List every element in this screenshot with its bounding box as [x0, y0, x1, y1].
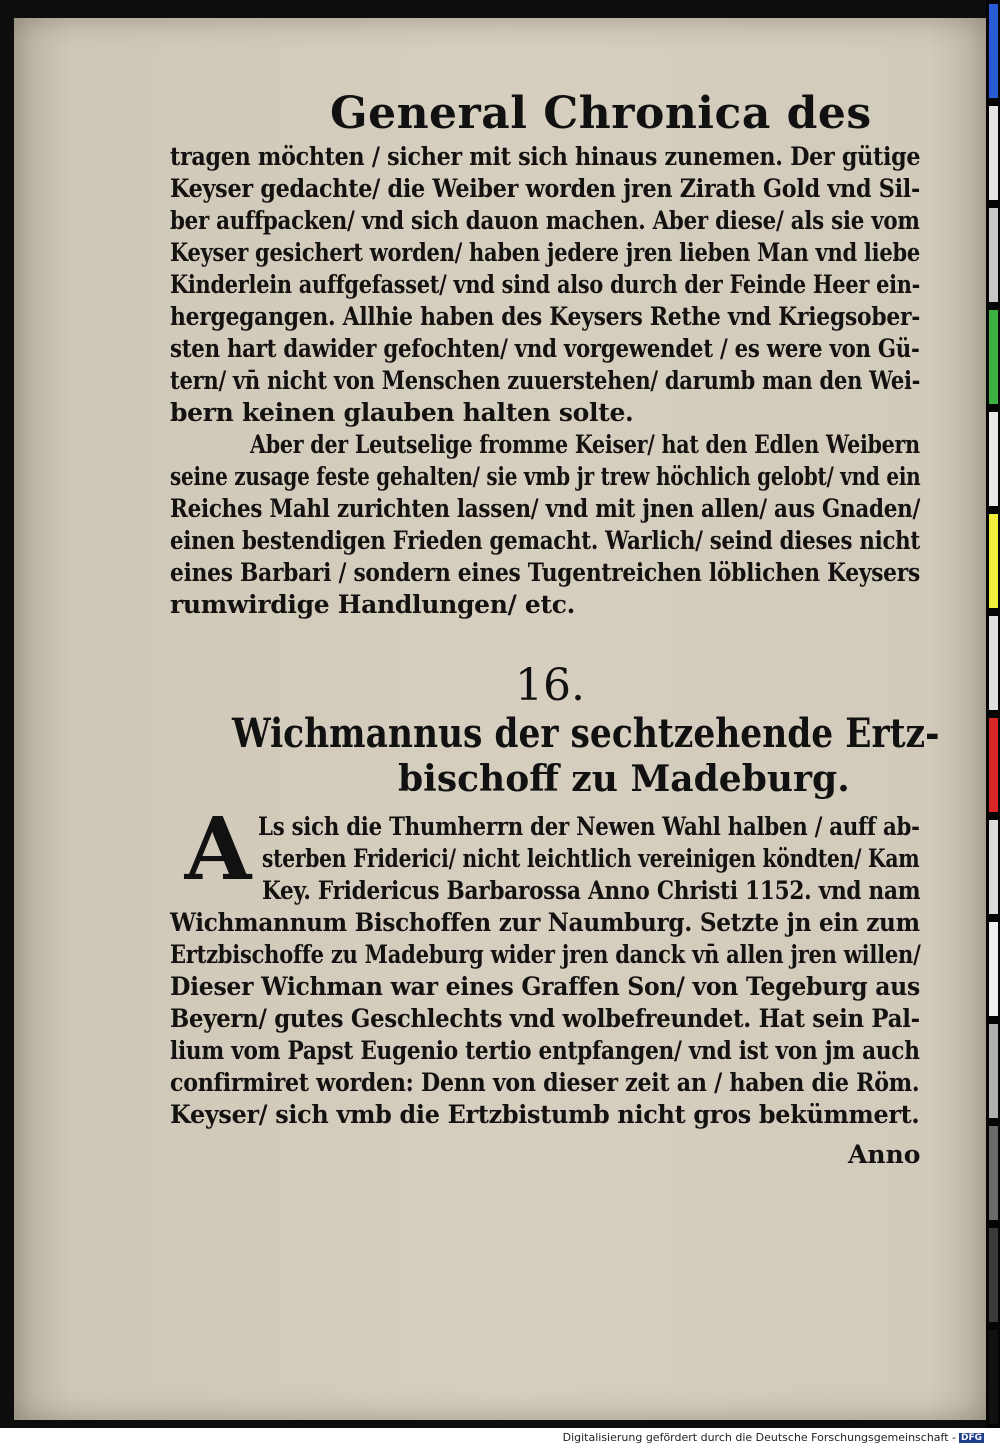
chapter-title-line-1: Wichmannus der sechtzehende Ertz- — [232, 710, 940, 757]
strip-swatch — [989, 820, 998, 914]
text-line: Aber der Leutselige fromme Keiser/ hat den Edlen Weibern — [250, 430, 920, 459]
digitization-credit — [563, 1431, 984, 1444]
text-line: Kinderlein auffgefasset/ vnd sind also durch der Feinde Heer ein- — [170, 270, 921, 299]
text-line: hergegangen. Allhie haben des Keysers Rethe vnd Kriegsober- — [170, 302, 921, 331]
text-line: seine zusage feste gehalten/ sie vmb jr trew höchlich gelobt/ vnd ein — [170, 462, 921, 491]
strip-swatch — [989, 4, 998, 98]
text-line: tragen möchten / sicher mit sich hinaus zunemen. Der gütige — [170, 142, 921, 171]
strip-swatch — [989, 922, 998, 1016]
strip-swatch — [989, 718, 998, 812]
text-line: tern/ vn̄ nicht von Menschen zuuerstehen/ darumb man den Wei- — [170, 366, 921, 395]
text-line: Reiches Mahl zurichten lassen/ vnd mit jnen allen/ aus Gnaden/ — [170, 494, 921, 523]
text-line: Ertzbischoffe zu Madeburg wider jren danck vn̄ allen jren willen/ — [170, 940, 921, 969]
strip-swatch — [989, 106, 998, 200]
strip-swatch — [989, 412, 998, 506]
strip-swatch — [989, 208, 998, 302]
strip-swatch — [989, 1228, 998, 1322]
catchword: Anno — [848, 1140, 921, 1169]
text-line: Wichmannum Bischoffen zur Naumburg. Setzte jn ein zum — [170, 908, 920, 937]
text-line: einen bestendigen Frieden gemacht. Warlich/ seind dieses nicht — [170, 526, 920, 555]
decorated-initial: A — [184, 799, 252, 900]
text-line: ber auffpacken/ vnd sich dauon machen. Aber diese/ als sie vom — [170, 206, 920, 235]
strip-swatch — [989, 616, 998, 710]
text-line: eines Barbari / sondern eines Tugentreichen löblichen Keysers — [170, 558, 920, 587]
text-line: sterben Friderici/ nicht leichtlich vereinigen köndten/ Kam — [262, 844, 920, 873]
chapter-title-line-2: bischoff zu Madeburg. — [398, 758, 850, 800]
running-head: General Chronica des — [330, 88, 872, 139]
text-line: Dieser Wichman war eines Graffen Son/ von Tegeburg aus — [170, 972, 920, 1001]
text-line: Ls sich die Thumherrn der Newen Wahl halben / auff ab- — [258, 812, 920, 841]
text-line: rumwirdige Handlungen/ etc. — [170, 590, 576, 619]
strip-swatch — [989, 310, 998, 404]
text-line: Beyern/ gutes Geschlechts vnd wolbefreundet. Hat sein Pal- — [170, 1004, 920, 1033]
text-line: bern keinen glauben halten solte. — [170, 398, 634, 427]
text-line: Keyser gedachte/ die Weiber worden jren Zirath Gold vnd Sil- — [170, 174, 920, 203]
text-line: Keyser/ sich vmb die Ertzbistumb nicht gros bekümmert. — [170, 1100, 920, 1129]
strip-swatch — [989, 514, 998, 608]
strip-swatch — [989, 1126, 998, 1220]
chapter-number: 16. — [515, 660, 585, 711]
dfg-logo: DFG — [960, 1433, 982, 1443]
text-line: lium vom Papst Eugenio tertio entpfangen/ vnd ist von jm auch — [170, 1036, 920, 1065]
text-line: sten hart dawider gefochten/ vnd vorgewendet / es were von Gü- — [170, 334, 920, 363]
text-line: confirmiret worden: Denn von dieser zeit an / haben die Röm. — [170, 1068, 920, 1097]
strip-swatch — [989, 1024, 998, 1118]
credit-text: Digitalisierung gefördert durch die Deutsche Forschungsgemeinschaft - — [562, 1431, 956, 1444]
text-line: Key. Fridericus Barbarossa Anno Christi 1152. vnd nam — [262, 876, 921, 905]
text-line: Keyser gesichert worden/ haben jedere jren lieben Man vnd liebe — [170, 238, 920, 267]
strip-swatch — [989, 1330, 998, 1424]
color-calibration-strip — [986, 0, 1000, 1428]
